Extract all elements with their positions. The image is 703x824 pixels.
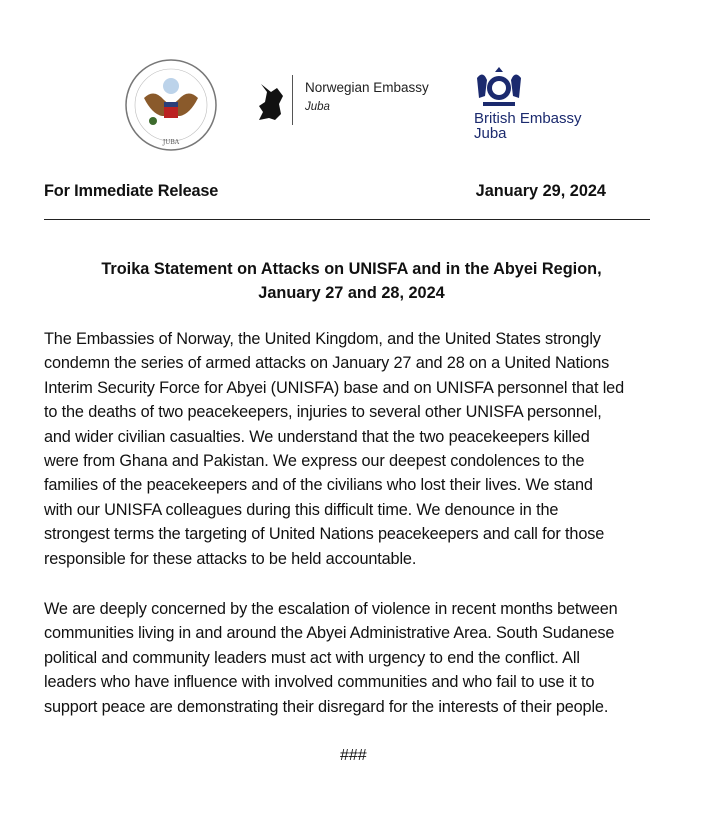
paragraph-line: We are deeply concerned by the escalation of violence in recent months between bbox=[44, 600, 618, 618]
release-date: January 29, 2024 bbox=[475, 182, 606, 200]
paragraph-line: with our UNISFA colleagues during this difficult time. We denounce in the bbox=[44, 500, 559, 519]
paragraph-line: leaders who have influence with involved communities and who fail to use it to bbox=[44, 673, 595, 692]
paragraph-line: condemn the series of armed attacks on January 27 and 28 on a United Nations bbox=[44, 354, 610, 373]
british-embassy-name: British Embassy bbox=[474, 110, 582, 127]
paragraph-line: support peace are demonstrating their disregard for the interests of their people. bbox=[44, 697, 609, 716]
norwegian-lion-icon bbox=[255, 82, 287, 122]
paragraph-line: The Embassies of Norway, the United Kingdom, and the United States strongly bbox=[44, 330, 601, 348]
norwegian-embassy-city: Juba bbox=[305, 101, 330, 113]
logo-divider bbox=[292, 75, 293, 125]
svg-text:JUBA: JUBA bbox=[162, 139, 180, 146]
paragraph-line: families of the peacekeepers and of the civilians who lost their lives. We stand bbox=[44, 476, 593, 495]
paragraph-line: Interim Security Force for Abyei (UNISFA) base and on UNISFA personnel that led bbox=[44, 378, 624, 397]
paragraph-line: strongest terms the targeting of United Nations peacekeepers and call for those bbox=[44, 525, 605, 544]
paragraph-line: responsible for these attacks to be held accountable. bbox=[44, 549, 417, 568]
paragraph-line: were from Ghana and Pakistan. We express our deepest condolences to the bbox=[44, 452, 585, 470]
end-mark: ### bbox=[340, 747, 367, 764]
british-embassy-city: Juba bbox=[474, 125, 507, 142]
statement-title-line-2: January 27 and 28, 2024 bbox=[258, 284, 445, 302]
norwegian-embassy-name: Norwegian Embassy bbox=[305, 80, 429, 95]
paragraph-line: to the deaths of two peacekeepers, injuries to several other UNISFA personnel, bbox=[44, 403, 602, 422]
paragraph-line: political and community leaders must act with urgency to end the conflict. All bbox=[44, 648, 580, 667]
paragraph-line: communities living in and around the Abyei Administrative Area. South Sudanese bbox=[44, 624, 615, 643]
us-embassy-seal-icon bbox=[124, 58, 218, 152]
paragraph-line: and wider civilian casualties. We understand that the two peacekeepers killed bbox=[44, 427, 590, 446]
separator-rule bbox=[44, 219, 650, 220]
release-label: For Immediate Release bbox=[44, 182, 219, 200]
royal-coat-of-arms-icon bbox=[473, 64, 525, 108]
statement-title-line-1: Troika Statement on Attacks on UNISFA and in the Abyei Region, bbox=[101, 260, 602, 278]
